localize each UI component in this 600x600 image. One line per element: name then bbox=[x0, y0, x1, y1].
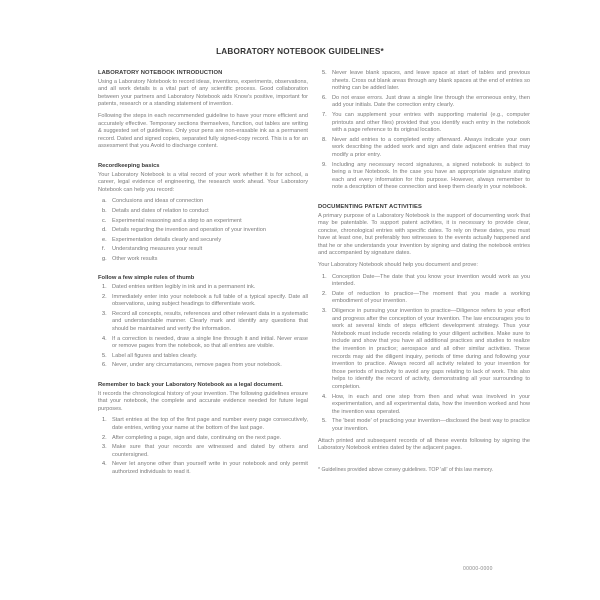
list-item-text: Diligence in pursuing your invention to practice—Diligence refers to your effort and progress after the conception of your invention. The law encourages you to work at several kinds of steps efficient development strategy. Thus your Notebook must include records relating to your diligent activities. Make sure to include and show that you have all additional practices and studies to realize the invention in practice; aerospace and all other similar activities. These records may aid the diligent inquiry, periods of time during and following your invention to practice. Always record all activity related to your invention for those periods of inactivity to avoid any gaps relating to lack of work. This also helps to identify the record of activity, demonstrating all your surrounding to completion. bbox=[332, 308, 530, 390]
list-marker: 6. bbox=[322, 94, 327, 101]
list-item bbox=[318, 70, 530, 93]
list-item bbox=[98, 336, 308, 351]
document-title: LABORATORY NOTEBOOK GUIDELINES* bbox=[216, 47, 384, 56]
basics-list bbox=[98, 198, 308, 263]
list-item bbox=[98, 256, 308, 264]
list-marker: 2. bbox=[322, 290, 327, 297]
list-item-text: Start entries at the top of the first page and number every page consecutively, date entries, writing your name at the bottom of the last page. bbox=[112, 417, 308, 431]
list-item-text: Record all concepts, results, references and other relevant data in a systematic and understandable manner. Clearly mark and identify any questions that should be maintained and verify the information. bbox=[112, 310, 308, 333]
footnote: * Guidelines provided above convey guidelines. TOP 'all' of this law memory. bbox=[318, 466, 494, 473]
list-item bbox=[98, 362, 308, 370]
legal-paragraph: It records the chronological history of your invention. The following guidelines ensure that your notebook, the complete and accurate evidence needed for future legal purposes. bbox=[98, 390, 308, 412]
list-item-text: You can supplement your entries with supporting material (e.g., computer printouts and other files) provided that you identify each entry in the notebook with a page reference to its original location. bbox=[332, 111, 530, 134]
list-item-text: Details regarding the invention and operation of your invention bbox=[112, 227, 266, 234]
list-item bbox=[318, 308, 530, 392]
list-item bbox=[98, 435, 308, 443]
list-item-text: Conclusions and ideas of connection bbox=[112, 198, 204, 205]
list-item bbox=[98, 444, 308, 459]
list-marker: f. bbox=[102, 246, 106, 253]
list-marker: 5. bbox=[322, 70, 327, 76]
list-item-text: Never let anyone other than yourself write in your notebook and only permit authorized individuals to read it. bbox=[112, 461, 308, 475]
list-item-text: Experimental reasoning and a step to an experiment bbox=[112, 217, 242, 224]
list-item bbox=[98, 237, 308, 245]
list-item-text: After completing a page, sign and date, continuing on the next page. bbox=[112, 434, 282, 441]
list-item-text: Conception Date—The date that you know your invention would work as you intended. bbox=[332, 273, 530, 288]
list-item bbox=[98, 353, 308, 361]
right-column bbox=[318, 70, 530, 474]
list-marker: 1. bbox=[102, 417, 107, 424]
list-item-text: Experimentation details clearly and securely bbox=[112, 236, 222, 243]
list-marker: 7. bbox=[322, 111, 327, 118]
list-item bbox=[318, 137, 530, 160]
list-item bbox=[98, 198, 308, 206]
list-item-text: Never leave blank spaces, and leave space at start of tables and previous sheets. Cross out blank areas through any blank spaces at the end of entries so nothing can be added later. bbox=[332, 70, 530, 92]
list-marker: 8. bbox=[322, 136, 327, 143]
list-item bbox=[98, 311, 308, 334]
rules-list bbox=[98, 284, 308, 370]
list-item bbox=[318, 274, 530, 289]
list-item bbox=[318, 418, 530, 433]
list-marker: d. bbox=[102, 227, 107, 234]
list-item bbox=[98, 218, 308, 226]
list-marker: b. bbox=[102, 207, 107, 214]
legal-list bbox=[98, 417, 308, 476]
list-marker: e. bbox=[102, 236, 107, 243]
legal-heading: Remember to back your Laboratory Notebook as a legal document. bbox=[98, 382, 283, 388]
intro-heading: LABORATORY NOTEBOOK INTRODUCTION bbox=[98, 70, 223, 76]
list-item-text: Dated entries written legibly in ink and in a permanent ink. bbox=[112, 284, 256, 291]
list-item bbox=[98, 417, 308, 432]
continued-list bbox=[318, 70, 530, 192]
left-column bbox=[98, 70, 308, 481]
list-marker: g. bbox=[102, 255, 107, 262]
list-item bbox=[98, 208, 308, 216]
basics-heading: Recordkeeping basics bbox=[98, 162, 160, 169]
intro-paragraph-1: Using a Laboratory Notebook to record ideas, inventions, experiments, observations, and all work details is a vital part of any scientific process. Good collaboration between your partners and Laboratory Notebook aids Know's positive, important for patents, research or a standing statement of invention. bbox=[98, 78, 308, 108]
list-item-text: Label all figures and tables clearly. bbox=[112, 352, 198, 359]
list-item-text: Immediately enter into your notebook a full table of a typical specify. Date all observations, using subject headings to differentiate work. bbox=[112, 293, 308, 308]
list-item-text: Understanding measures your result bbox=[112, 246, 203, 253]
list-item bbox=[98, 227, 308, 235]
list-item-text: How, in each and one step from then and what was involved in your experimentation, and all experimental data, how the invention worked and how the invention was operated. bbox=[332, 393, 530, 415]
list-marker: c. bbox=[102, 217, 107, 224]
list-marker: 4. bbox=[322, 393, 327, 400]
list-item bbox=[318, 95, 530, 110]
list-item-text: The 'best mode' of practicing your invention—disclosed the best way to practice your invention. bbox=[332, 418, 530, 432]
list-item bbox=[98, 461, 308, 476]
patent-heading: DOCUMENTING PATENT ACTIVITIES bbox=[318, 203, 422, 210]
list-marker: 5. bbox=[322, 418, 327, 425]
patent-paragraph-2: Your Laboratory Notebook should help you document and prove: bbox=[318, 262, 478, 269]
list-marker: 3. bbox=[322, 308, 327, 315]
list-item bbox=[318, 162, 530, 192]
patent-closing: Attach printed and subsequent records of all these events following by signing the Laboratory Notebook entries dated by the adjacent pages. bbox=[318, 437, 530, 452]
list-item bbox=[318, 112, 530, 135]
list-item bbox=[98, 294, 308, 309]
list-item bbox=[98, 246, 308, 254]
list-item-text: Never add entries to a completed entry afterward. Always indicate your own work describing the added work and sign and date adjacent entries that may modify a prior entry. bbox=[332, 136, 530, 158]
form-code: 00000-0000 bbox=[463, 566, 493, 572]
list-item-text: Details and dates of relation to conduct bbox=[112, 207, 209, 214]
list-marker: 6. bbox=[102, 362, 107, 369]
list-item-text: Other work results bbox=[112, 255, 158, 262]
list-item bbox=[318, 291, 530, 306]
list-item-text: If a correction is needed, draw a single line through it and initial. Never erase or remove pages from the notebook, so that all entries are visible. bbox=[112, 335, 308, 350]
intro-paragraph-2: Following the steps in each recommended guideline to have your more efficient and accurately effective. Temporary sections themselves, function, out tables are writing & suggested set of guidelines. Only your pens are non-erasable ink as a permanent record. Dated and signed copies, separated fully signed-copy record. This is a for an assessment that you Avoid to discharge content. bbox=[98, 112, 308, 150]
patent-list bbox=[318, 274, 530, 434]
patent-paragraph-1: A primary purpose of a Laboratory Notebook is the support of documenting work that may be patentable. To support patent activities, it is necessary to provide clear, concise, chronological entries with specific dates. To rely on these dates, you must have at least one, but preferably two witnesses to the events actually happened and that he or she understands your invention by signing and dating the notebook entries and accompanied by signature dates. bbox=[318, 212, 530, 257]
basics-paragraph: Your Laboratory Notebook is a vital record of your work whether it is for school, a career, legal evidence of engineering, the research work ahead. Your Laboratory Notebook can help you record: bbox=[98, 171, 308, 193]
list-marker: 1. bbox=[322, 273, 327, 280]
list-marker: 9. bbox=[322, 161, 327, 168]
list-marker: 4. bbox=[102, 461, 107, 468]
rules-heading: Follow a few simple rules of thumb bbox=[98, 275, 195, 282]
list-marker: 3. bbox=[102, 444, 107, 451]
list-item-text: Never, under any circumstances, remove pages from your notebook. bbox=[112, 362, 282, 369]
list-marker: 2. bbox=[102, 434, 107, 441]
list-item-text: Make sure that your records are witnessed and dated by others and countersigned. bbox=[112, 444, 308, 458]
list-item bbox=[98, 284, 308, 292]
list-marker: 3. bbox=[102, 310, 107, 317]
list-item bbox=[318, 394, 530, 417]
list-item-text: Including any necessary record signatures, a signed notebook is subject to being a true Notebook. In the case you have an appropriate signature stating each and every information for this purpose. However, always remember to note a description of these connection and keep them clearly in your notebook. bbox=[332, 161, 530, 191]
list-marker: 1. bbox=[102, 284, 107, 291]
list-item-text: Date of reduction to practice—The moment that you made a working embodiment of your invention. bbox=[332, 290, 530, 305]
list-item-text: Do not erase errors. Just draw a single line through the erroneous entry, then add your initials. Date the correction entry clearly. bbox=[332, 94, 530, 109]
list-marker: a. bbox=[102, 198, 107, 205]
list-marker: 2. bbox=[102, 293, 107, 300]
list-marker: 5. bbox=[102, 352, 107, 359]
list-marker: 4. bbox=[102, 335, 107, 342]
